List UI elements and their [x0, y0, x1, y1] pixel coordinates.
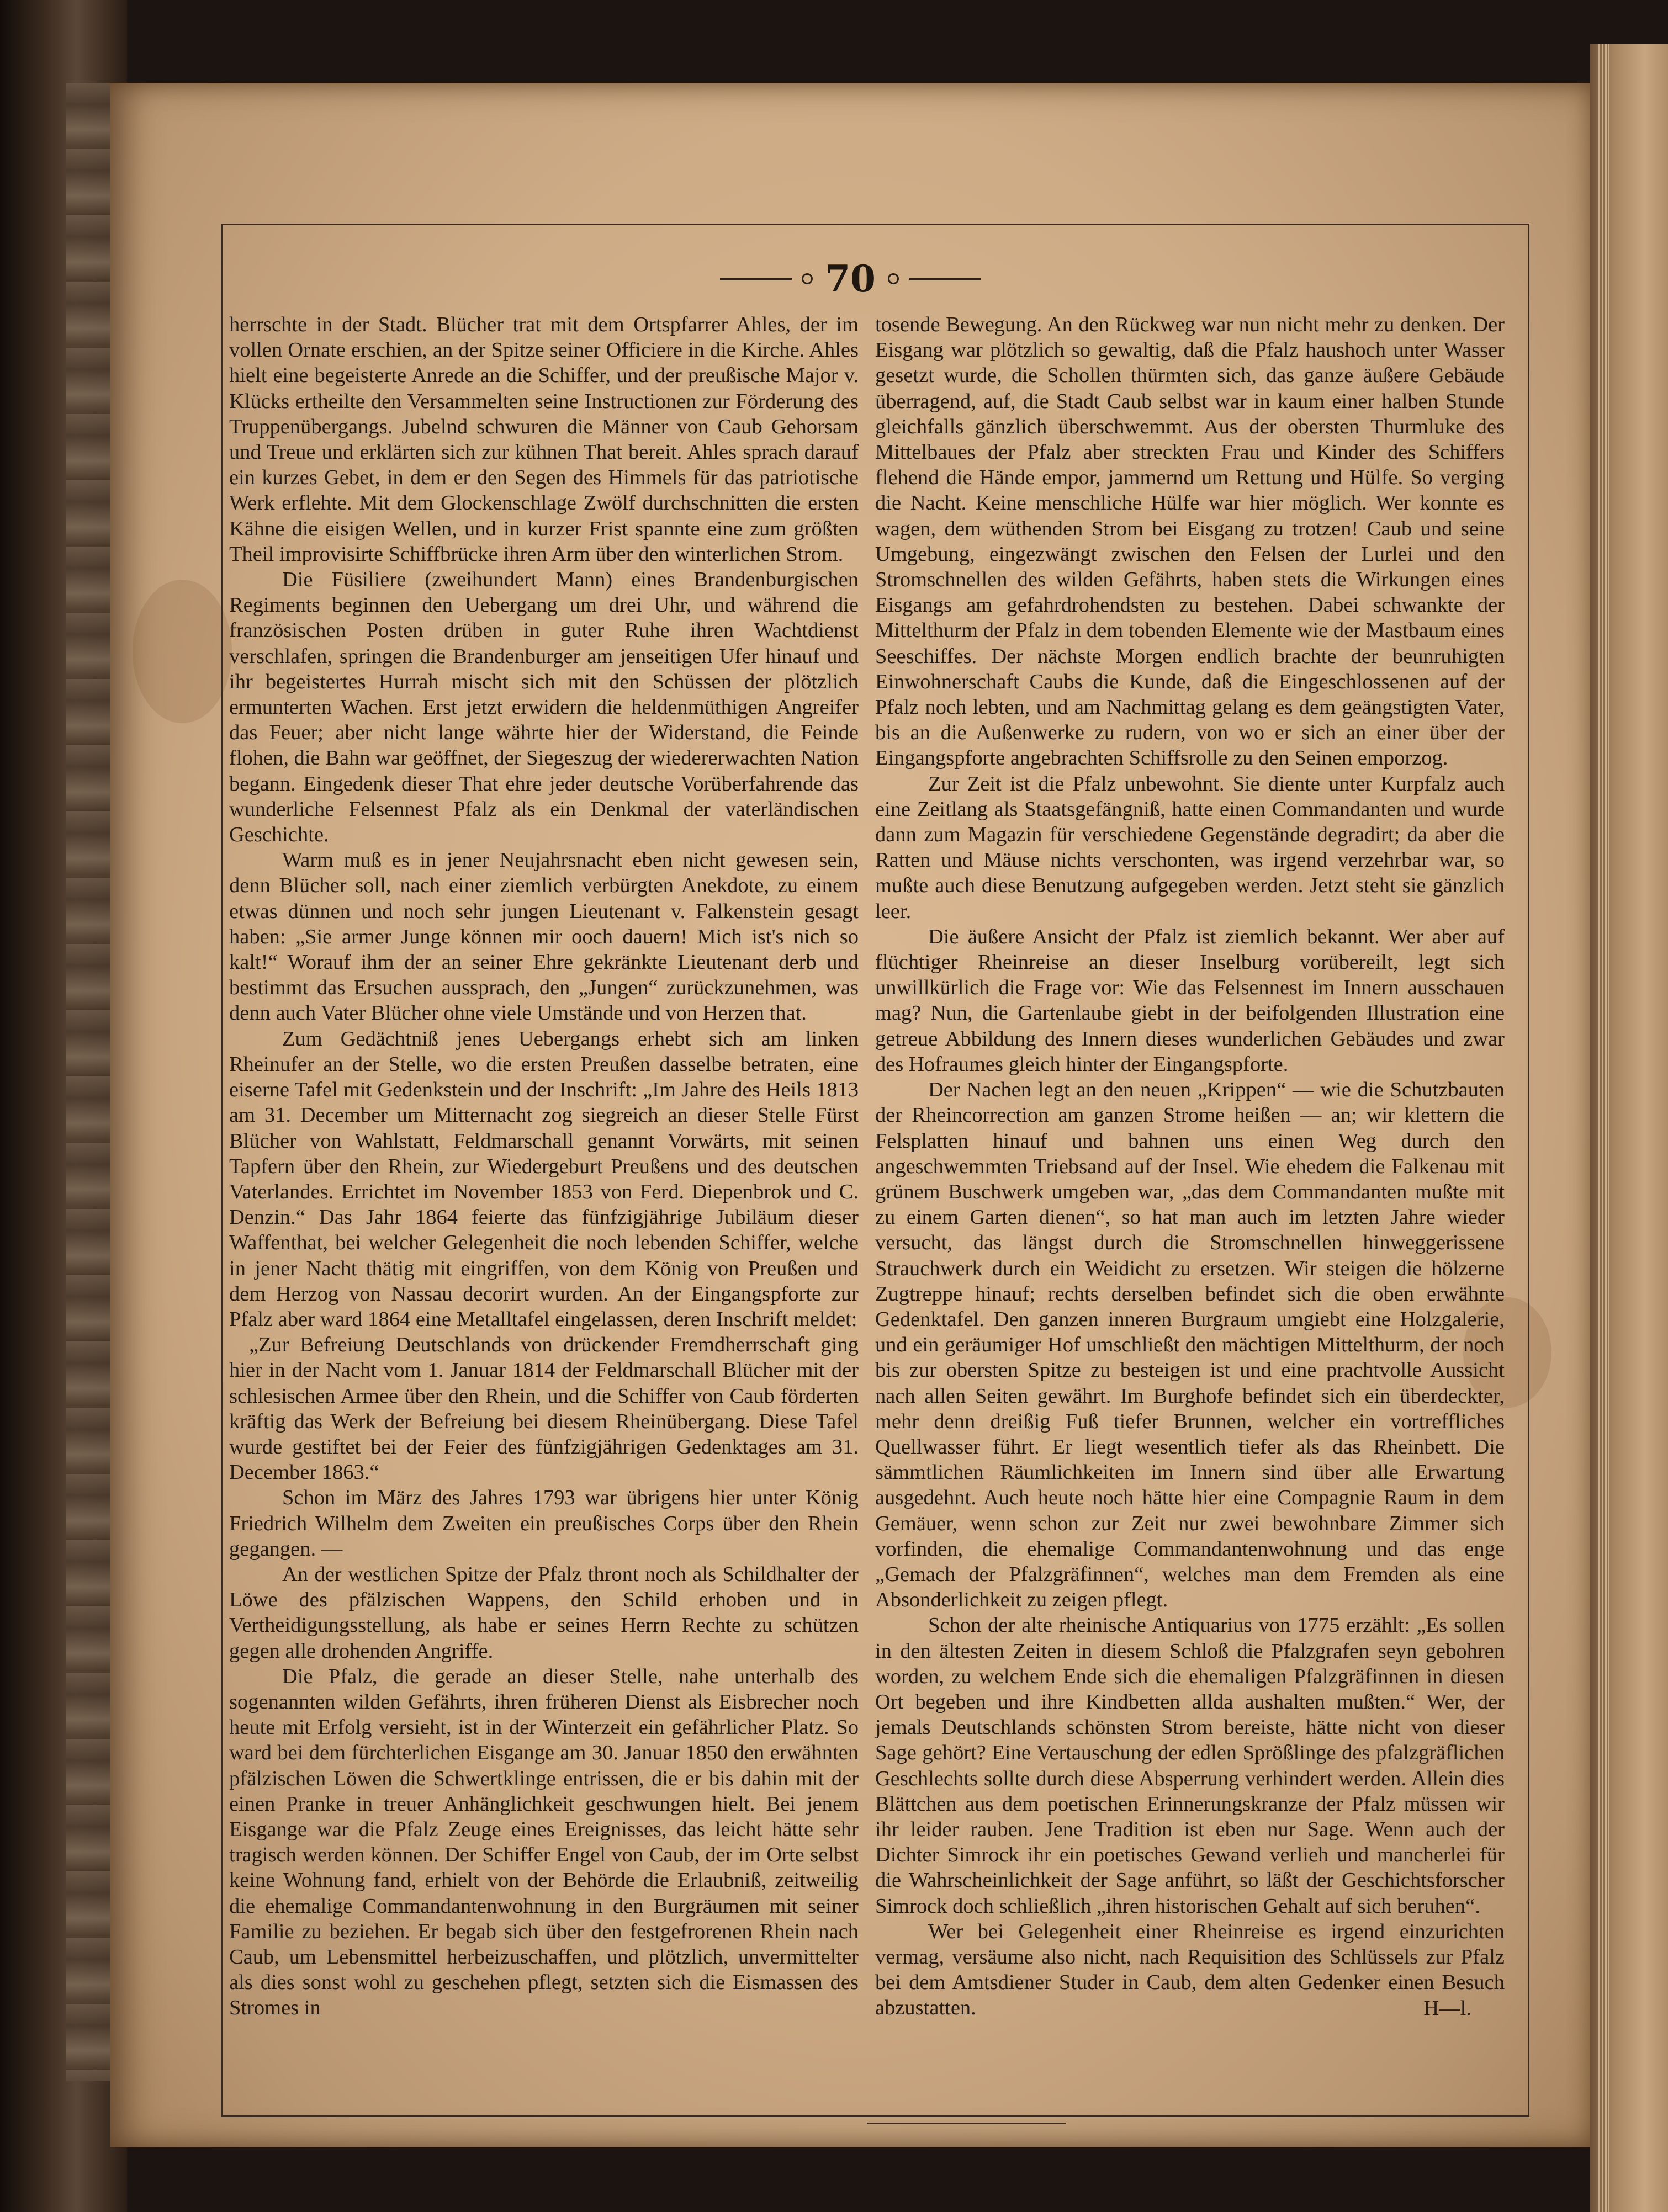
- paper-stain: [133, 580, 232, 723]
- paragraph: Die äußere Ansicht der Pfalz ist ziemlich bekannt. Wer aber auf flüchtiger Rheinreise an dieser Inselburg vorübereilt, legt sich unwillkürlich die Frage vor: Wie das Felsennest im Innern ausschauen mag? Nun, die Gartenlaube giebt in der beifolgenden Illustration eine getreue Abbildung des Innern dieses wunderlichen Gebäudes und zwar des Hofraumes gleich hinter der Eingangspforte.: [875, 925, 1505, 1076]
- author-signature: H—l.: [1423, 1996, 1471, 2020]
- paragraph: Zur Zeit ist die Pfalz unbewohnt. Sie diente unter Kurpfalz auch eine Zeitlang als Staatsgefängniß, hatte einen Commandanten und wurde dann zum Magazin für verschiedene Gegenstände degradirt; da aber die Ratten und Mäuse nichts verschonten, was irgend verzehrbar war, so mußte auch diese Benutzung aufgegeben werden. Jetzt steht sie gänzlich leer.: [875, 772, 1505, 923]
- paragraph: Die Pfalz, die gerade an dieser Stelle, nahe unterhalb des sogenannten wilden Gefährts, ihren früheren Dienst als Eisbrecher noch heute mit Erfolg versieht, ist in der Winterzeit ein gefährlicher Platz. So ward bei dem fürchterlichen Eisgange am 30. Januar 1850 den erwähnten pfälzischen Löwen die Schwertklinge entrissen, die er bis dahin mit der einen Pranke in treuer Anhänglichkeit geschwungen hielt. Bei jenem Eisgange war die Pfalz Zeuge eines Ereignisses, das leicht hätte sehr tragisch werden können. Der Schiffer Engel von Caub, der im Orte selbst keine Wohnung fand, erhielt von der Behörde die Erlaubniß, zeitweilig die ehemalige Commandantenwohnung in den Burgräumen mit seiner Familie zu beziehen. Er begab sich über den festgefrorenen Rhein nach Caub, um Lebensmittel herbeizuschaffen, und plötzlich, unvermittelter als dies sonst wohl zu geschehen pflegt, setzten sich die Eismassen des Stromes in: [229, 1664, 859, 2020]
- paragraph: Warm muß es in jener Neujahrsnacht eben nicht gewesen sein, denn Blücher soll, nach einer ziemlich verbürgten Anekdote, zu einem etwas dünnen und noch sehr jungen Lieutenant v. Falkenstein gesagt haben: „Sie armer Junge können mir ooch dauern! Mich ist's nich so kalt!“ Worauf ihm der an seiner Ehre gekränkte Lieutenant derb und bestimmt das Ersuchen aussprach, den „Jungen“ zurückzunehmen, was denn auch Vater Blücher ohne viele Umstände und von Herzen that.: [229, 848, 859, 1025]
- page-stack-edge: [1598, 44, 1609, 2212]
- paragraph: Der Nachen legt an den neuen „Krippen“ — wie die Schutzbauten der Rheincorrection am ganzen Strome heißen — an; wir klettern die Felsplatten hinauf und bahnen uns einen Weg durch den angeschwemmten Triebsand auf der Insel. Wie ehedem die Falkenau mit grünem Buschwerk umgeben war, „das dem Commandanten mußte mit zu einem Garten dienen“, so hat man auch im letzten Jahre wieder versucht, das längst durch die Stromschnellen hinweggerissene Strauchwerk durch ein Weidicht zu ersetzen. Wir steigen die hölzerne Zugtreppe hinauf; rechts derselben befindet sich die oben erwähnte Gedenktafel. Den ganzen inneren Burgraum umgiebt eine Holzgalerie, und ein geräumiger Hof umschließt den mächtigen Mittelthurm, der noch bis zur obersten Spitze zu besteigen ist und eine prachtvolle Aussicht nach allen Seiten gewährt. Im Burghofe befindet sich ein überdeckter, mehr denn dreißig Fuß tiefer Brunnen, welcher ein vortreffliches Quellwasser führt. Er liegt wesentlich tiefer als das Rheinbett. Die sämmtlichen Räumlichkeiten im Innern sind über alle Erwartung ausgedehnt. Auch heute noch hätte hier eine Compagnie Raum in dem Gemäuer, wenn schon zur Zeit nur zwei bewohnbare Zimmer sich vorfinden, die ehemalige Commandantenwohnung und das enge „Gemach der Pfalzgräfinnen“, welches man dem Fremden als eine Absonderlichkeit zu zeigen pflegt.: [875, 1078, 1505, 1612]
- paragraph: An der westlichen Spitze der Pfalz thront noch als Schildhalter der Löwe des pfälzischen Wappens, den Schild erhoben und in Vertheidigungsstellung, als habe er seines Herrn Rechte zu schützen gegen alle drohenden Angriffe.: [229, 1562, 859, 1663]
- article-end-rule: [867, 2123, 1066, 2124]
- paragraph: Schon der alte rheinische Antiquarius von 1775 erzählt: „Es sollen in den ältesten Zeiten in diesem Schloß die Pfalzgrafen seyn gebohren worden, zu welchem Ende sich die ehemaligen Pfalzgräfinnen in diesen Ort begeben und ihre Kindbetten allda aushalten mußten.“ Wer, der jemals Deutschlands schönsten Strom bereiste, hätte nicht von dieser Sage gehört? Eine Vertauschung der edlen Sprößlinge des pfalzgräflichen Geschlechts sollte durch diese Absperrung verhindert werden. Allein dies Blättchen aus dem poetischen Erinnerungskranze der Pfalz müssen wir ihr leider rauben. Jene Tradition ist eben nur Sage. Wenn auch der Dichter Simrock ihr ein poetisches Gewand verlieh und mancherlei für die Wahrscheinlichkeit der Sage anführt, so läßt der Geschichtsforscher Simrock doch schließlich „ihren historischen Gehalt auf sich beruhen“.: [875, 1614, 1505, 1918]
- paragraph: tosende Bewegung. An den Rückweg war nun nicht mehr zu denken. Der Eisgang war plötzlich so gewaltig, daß die Pfalz haushoch unter Wasser gesetzt wurde, die Schollen thürmten sich, das ganze äußere Gebäude überragend, auf, die Stadt Caub selbst war in kaum einer halben Stunde gleichfalls gänzlich überschwemmt. Aus der obersten Thurmluke des Mittelbaues der Pfalz aber streckten Frau und Kinder des Schiffers flehend die Hände empor, jammernd um Rettung und Hülfe. So verging die Nacht. Keine menschliche Hülfe war hier möglich. Wer konnte es wagen, dem wüthenden Strom bei Eisgang zu trotzen! Caub und seine Umgebung, eingezwängt zwischen den Felsen der Lurlei und den Stromschnellen des wilden Gefährts, haben stets die Wirkungen eines Eisgangs am gefahrdrohendsten zu bestehen. Dabei schwankte der Mittelthurm der Pfalz in dem tobenden Elemente wie der Mastbaum eines Seeschiffes. Der nächste Morgen endlich brachte der beunruhigten Einwohnerschaft Caubs die Kunde, daß die Eingeschlossenen auf der Pfalz noch lebten, und am Nachmittag gelang es dem geängstigten Vater, bis an die Außenwerke zu rudern, von wo er sich an einer über der Eingangspforte angebrachten Schiffsrolle zu den Seinen emporzog.: [875, 313, 1505, 770]
- paragraph: Zum Gedächtniß jenes Uebergangs erhebt sich am linken Rheinufer an der Stelle, wo die ersten Preußen dasselbe betraten, eine eiserne Tafel mit Gedenkstein und der Inschrift: „Im Jahre des Heils 1813 am 31. December um Mitternacht zog siegreich an dieser Stelle Fürst Blücher von Wahlstatt, Feldmarschall genannt Vorwärts, mit seinen Tapfern über den Rhein, zur Wiedergeburt Preußens und des deutschen Vaterlandes. Errichtet im November 1853 von Ferd. Diepenbrok und C. Denzin.“ Das Jahr 1864 feierte das fünfzigjährige Jubiläum dieser Waffenthat, bei welcher Gelegenheit die noch lebenden Schiffer, welche in jener Nacht thätig mit eingriffen, von dem König von Preußen und dem Herzog von Nassau decorirt wurden. An der Eingangspforte zur Pfalz aber ward 1864 eine Metalltafel eingelassen, deren Inschrift meldet:: [229, 1027, 859, 1331]
- paragraph: Wer bei Gelegenheit einer Rheinreise es irgend einzurichten vermag, versäume also nicht, nach Requisition des Schlüssels zur Pfalz bei dem Amtsdiener Studer in Caub, dem alten Gedenker einen Besuch abzustatten.: [875, 1919, 1505, 2020]
- paragraph: Schon im März des Jahres 1793 war übrigens hier unter König Friedrich Wilhelm dem Zweiten ein preußisches Corps über den Rhein gegangen. —: [229, 1486, 859, 1561]
- page-number: 70: [825, 257, 876, 300]
- text-frame-border: [221, 224, 1529, 2117]
- paragraph: Die Füsiliere (zweihundert Mann) eines Brandenburgischen Regiments beginnen den Uebergang um drei Uhr, und während die französischen Posten drüben in guter Ruhe ihren Wachtdienst verschlafen, springen die Brandenburger am jenseitigen Ufer hinauf und ihr begeistertes Hurrah mischt sich mit den Schüssen der plötzlich ermunterten Wachen. Erst jetzt erwidern die heldenmüthigen Angreifer das Feuer; aber nicht lange währte hier der Widerstand, die Feinde flohen, die Bahn war geöffnet, der Siegeszug der wiedererwachten Nation begann. Eingedenk dieser That ehre jeder deutsche Vorüberfahrende das wunderliche Felsennest Pfalz als ein Denkmal der vaterländischen Geschichte.: [229, 568, 859, 847]
- inscription-quote: „Zur Befreiung Deutschlands von drückender Fremdherrschaft ging hier in der Nacht vom 1. Januar 1814 der Feldmarschall Blücher mit der schlesischen Armee über den Rhein, und die Schiffer von Caub förderten kräftig das Werk der Befreiung bei diesem Rheinübergang. Diese Tafel wurde gestiftet bei der Feier des fünfzigjährigen Gedenktages am 31. December 1863.“: [229, 1333, 859, 1484]
- paragraph: herrschte in der Stadt. Blücher trat mit dem Ortspfarrer Ahles, der im vollen Ornate erschien, an der Spitze seiner Officiere in die Kirche. Ahles hielt eine begeisterte Anrede an die Schiffer, und der preußische Major v. Klücks ertheilte den Versammelten seine Instructionen zur Förderung des Truppenübergangs. Jubelnd schwuren die Männer von Caub Gehorsam und Treue und erklärten sich zur kühnen That bereit. Ahles sprach darauf ein kurzes Gebet, in dem er den Segen des Himmels für das patriotische Werk erflehte. Mit dem Glockenschlage Zwölf durchschnitten die ersten Kähne die eisigen Wellen, und in kurzer Frist spannte eine zum größten Theil improvisirte Schiffbrücke ihren Arm über den winterlichen Strom.: [229, 313, 859, 566]
